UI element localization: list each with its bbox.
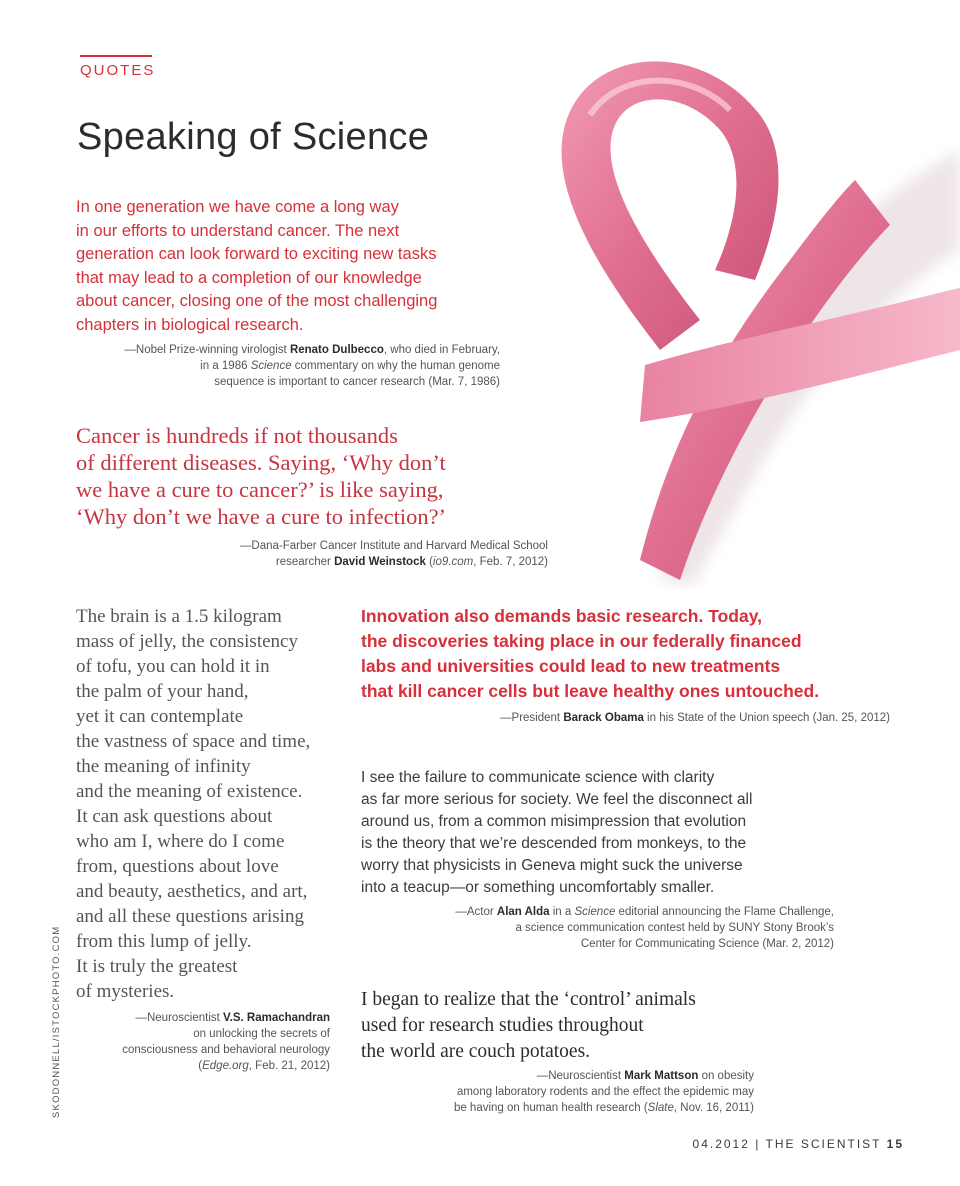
attribution-mattson: —Neuroscientist Mark Mattson on obesity among laboratory rodents and the effect the epidemic may be having on human health research (Slate, Nov. 16, 2011): [453, 1070, 754, 1114]
quote-mattson: [361, 987, 696, 1065]
issue-date: 04.2012: [692, 1137, 750, 1151]
quote-line: and the meaning of existence.: [76, 781, 303, 802]
quote-line: Innovation also demands basic research. Today,: [361, 606, 763, 626]
quote-line: ‘Why don’t we have a cure to infection?’: [76, 504, 447, 529]
quote-line: the vastness of space and time,: [76, 731, 311, 752]
quote-dulbecco: [76, 196, 437, 337]
attribution-weinstock: —Dana-Farber Cancer Institute and Harvard Medical School researcher David Weinstock (io9.com, Feb. 7, 2012): [239, 540, 548, 568]
quote-line: as far more serious for society. We feel the disconnect all: [361, 791, 753, 808]
quote-line: that may lead to a completion of our knowledge: [76, 268, 422, 287]
attribution-name: Mark Mattson: [624, 1070, 699, 1082]
attribution-name: Renato Dulbecco: [289, 344, 384, 356]
quote-line: used for research studies throughout: [361, 1015, 644, 1036]
quote-line: around us, from a common misimpression that evolution: [361, 813, 747, 830]
quote-line: of different diseases. Saying, ‘Why don’t: [76, 450, 446, 475]
quote-line: chapters in biological research.: [76, 315, 304, 334]
quote-line: The brain is a 1.5 kilogram: [76, 606, 282, 627]
page-title: Speaking of Science: [77, 116, 430, 158]
quote-line: It is truly the greatest: [76, 956, 238, 977]
quote-line: generation can look forward to exciting new tasks: [76, 245, 437, 263]
quote-line: who am I, where do I come: [76, 831, 285, 852]
attribution-name: Alan Alda: [496, 906, 550, 918]
quote-line: It can ask questions about: [76, 806, 273, 827]
attribution-name: David Weinstock: [334, 556, 426, 568]
photo-credit: SKODONNELL/ISTOCKPHOTO.COM: [51, 925, 62, 1118]
section-label: QUOTES: [80, 62, 156, 79]
quote-line: I began to realize that the ‘control’ animals: [361, 989, 696, 1010]
quote-line: is the theory that we’re descended from monkeys, to the: [361, 835, 747, 852]
quote-line: In one generation we have come a long way: [76, 198, 399, 216]
attribution-alda: —Actor Alan Alda in a Science editorial announcing the Flame Challenge, a science communication contest held by SUNY Stony Brook’s Center for Communicating Science (Mar. 2, 2012): [455, 906, 834, 950]
quote-line: the palm of your hand,: [76, 681, 249, 702]
quote-line: and beauty, aesthetics, and art,: [76, 881, 308, 902]
quote-line: Cancer is hundreds if not thousands: [76, 423, 398, 448]
quote-line: the discoveries taking place in our federally financed: [361, 631, 802, 651]
quote-line: worry that physicists in Geneva might suck the universe: [361, 857, 743, 874]
quote-alda: [361, 767, 752, 899]
quote-line: from this lump of jelly.: [76, 931, 252, 952]
quote-line: about cancer, closing one of the most challenging: [76, 292, 438, 310]
quote-line: in our efforts to understand cancer. The next: [76, 221, 400, 240]
quote-line: mass of jelly, the consistency: [76, 631, 298, 652]
quote-obama: [361, 604, 819, 704]
quote-line: yet it can contemplate: [76, 706, 244, 727]
page-number: 15: [886, 1137, 904, 1151]
attribution-name: Barack Obama: [563, 712, 644, 724]
attribution-ramachandran: —Neuroscientist V.S. Ramachandran on unlocking the secrets of consciousness and behavioral neurology (Edge.org, Feb. 21, 2012): [122, 1012, 330, 1072]
attribution-obama: —President Barack Obama in his State of the Union speech (Jan. 25, 2012): [500, 712, 890, 724]
magazine-name: THE SCIENTIST: [765, 1137, 882, 1151]
quote-line: the world are couch potatoes.: [361, 1041, 591, 1062]
attribution-dulbecco: —Nobel Prize-winning virologist Renato Dulbecco, who died in February, in a 1986 Science commentary on why the human genome sequence is important to cancer research (Mar. 7, 1986): [124, 344, 500, 388]
quote-line: into a teacup—or something uncomfortably smaller.: [361, 879, 715, 896]
quote-line: that kill cancer cells but leave healthy ones untouched.: [361, 681, 820, 701]
page-footer: 04.2012 | THE SCIENTIST 15: [692, 1137, 904, 1151]
quote-line: labs and universities could lead to new treatments: [361, 656, 781, 676]
section-rule: [80, 55, 152, 57]
quote-weinstock: [76, 422, 446, 530]
quote-line: and all these questions arising: [76, 906, 304, 927]
quote-ramachandran: [76, 604, 310, 1004]
quote-line: of tofu, you can hold it in: [76, 656, 270, 677]
quote-line: the meaning of infinity: [76, 756, 251, 777]
quote-line: I see the failure to communicate science with clarity: [361, 769, 715, 786]
quote-line: we have a cure to cancer?’ is like saying,: [76, 477, 444, 502]
quote-line: from, questions about love: [76, 856, 279, 877]
quote-line: of mysteries.: [76, 981, 175, 1002]
pink-ribbon-illustration: [470, 20, 960, 590]
attribution-name: V.S. Ramachandran: [223, 1012, 330, 1024]
